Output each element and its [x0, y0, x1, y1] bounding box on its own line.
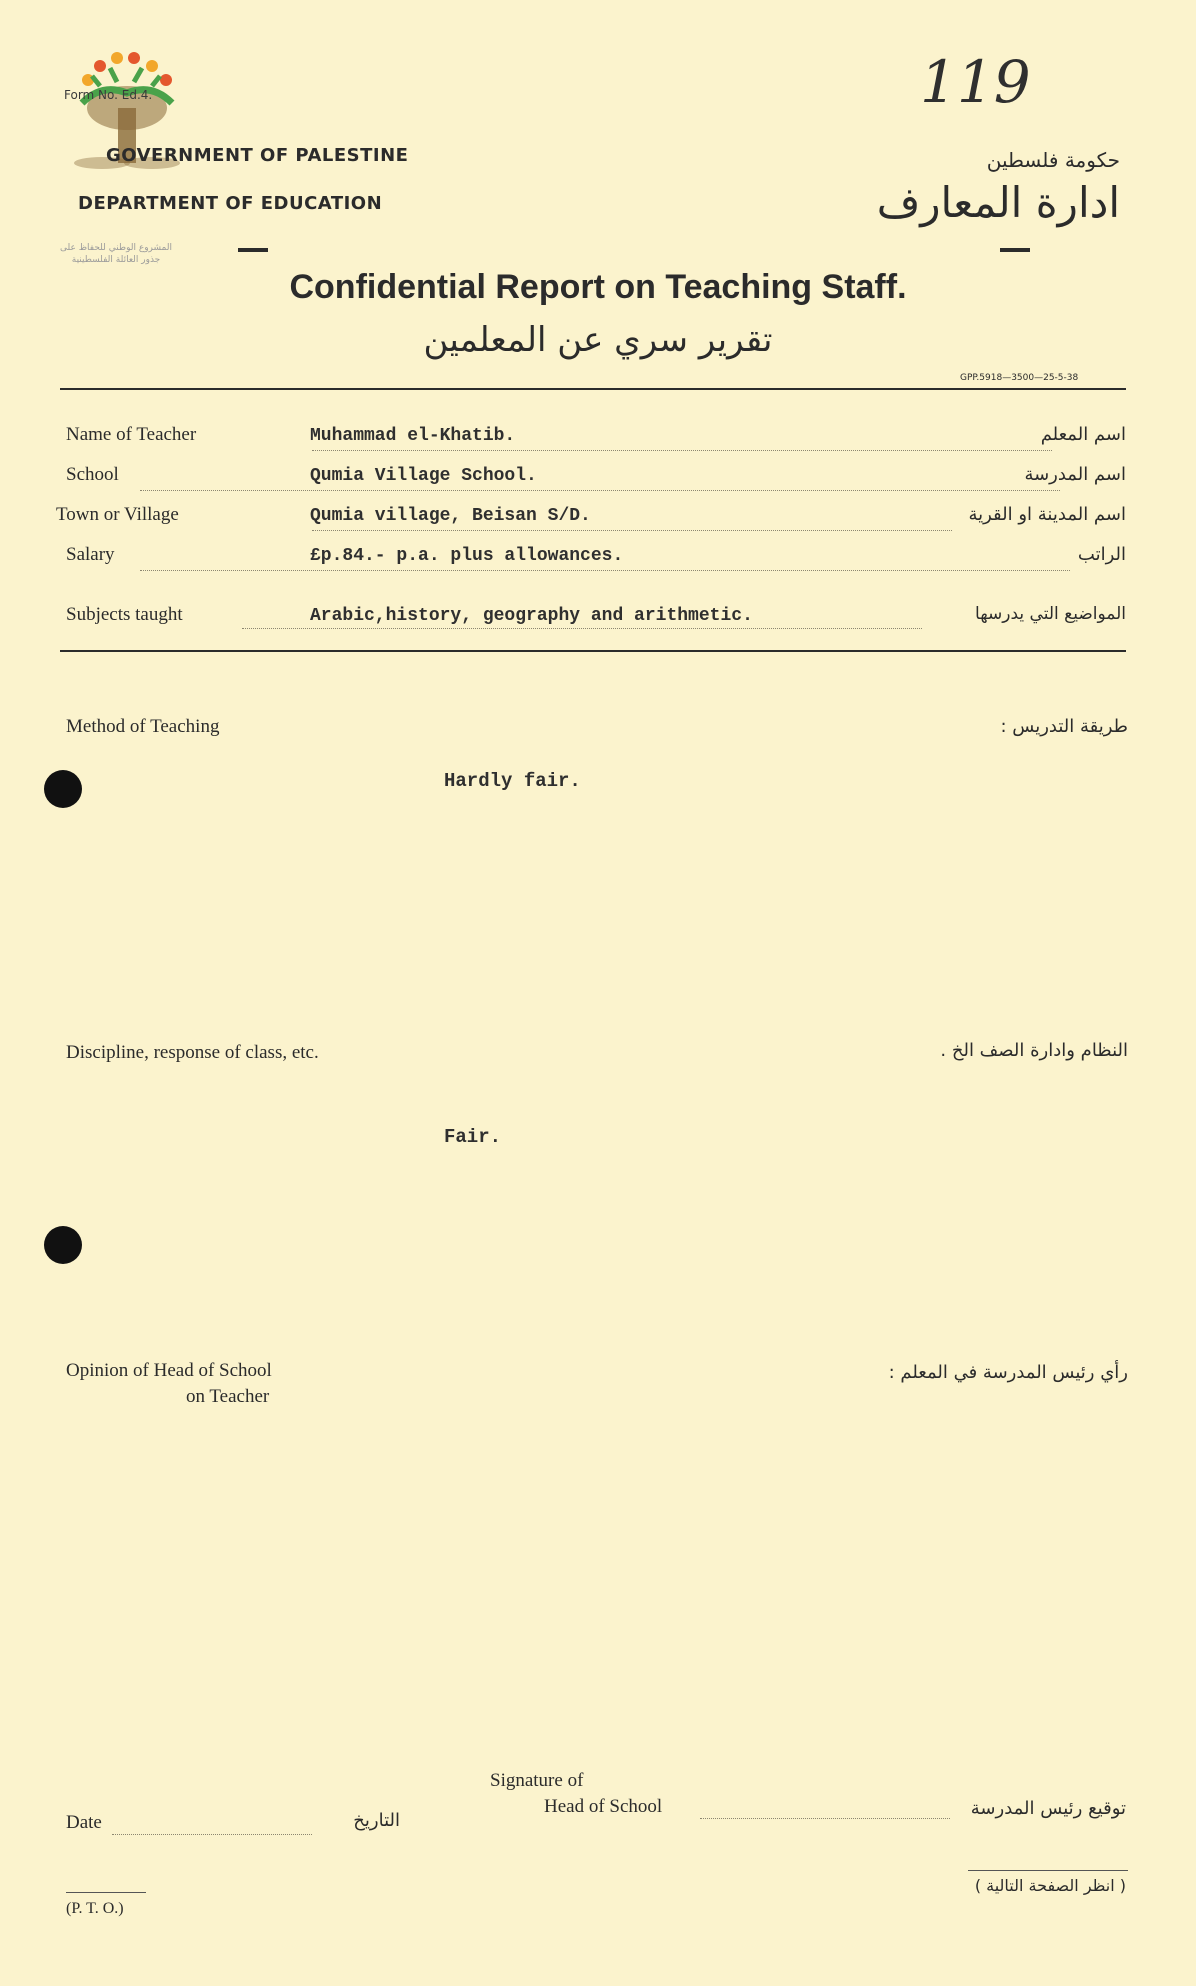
field-label-school-ar: اسم المدرسة: [1024, 464, 1126, 485]
form-title: Confidential Report on Teaching Staff.: [289, 268, 907, 306]
department-title: DEPARTMENT OF EDUCATION: [78, 193, 383, 214]
field-label-name-ar: اسم المعلم: [1040, 424, 1126, 445]
watermark-text: المشروع الوطني للحفاظ على جذور العائلة الفلسطينية: [59, 243, 172, 265]
field-line: [140, 490, 1060, 491]
field-value-school: Qumia Village School.: [310, 466, 537, 486]
government-title: GOVERNMENT OF PALESTINE: [106, 145, 409, 166]
field-line: [242, 628, 922, 629]
field-label-salary: Salary: [66, 544, 115, 565]
field-label-subjects-ar: المواضيع التي يدرسها: [975, 604, 1126, 624]
field-line: [312, 450, 1052, 451]
pto-label: (P. T. O.): [66, 1900, 124, 1917]
signature-label-ar: توقيع رئيس المدرسة: [970, 1798, 1126, 1819]
date-label: Date: [66, 1812, 102, 1833]
method-label-ar: طريقة التدريس :: [1000, 716, 1128, 737]
field-label-town-ar: اسم المدينة او القرية: [968, 504, 1126, 525]
opinion-label: Opinion of Head of School: [66, 1360, 272, 1381]
pto-rule-ar: [968, 1870, 1128, 1871]
discipline-label-ar: النظام وادارة الصف الخ .: [940, 1040, 1128, 1061]
title-rule: [60, 388, 1126, 390]
fields-rule: [60, 650, 1126, 652]
field-value-town: Qumia village, Beisan S/D.: [310, 506, 591, 526]
print-code: GPP.5918—3500—25-5-38: [960, 373, 1079, 383]
method-value: Hardly fair.: [444, 770, 581, 792]
field-label-school: School: [66, 464, 119, 485]
field-label-town: Town or Village: [56, 504, 179, 525]
signature-label-cont: Head of School: [544, 1796, 663, 1817]
divider-mark-left: [238, 248, 268, 252]
opinion-label-ar: رأي رئيس المدرسة في المعلم :: [888, 1362, 1128, 1383]
department-title-ar: ادارة المعارف: [876, 178, 1120, 227]
pto-label-ar: ( انظر الصفحة التالية ): [974, 1876, 1126, 1895]
field-label-subjects: Subjects taught: [66, 604, 183, 625]
method-label: Method of Teaching: [66, 716, 220, 737]
punch-hole: [44, 770, 82, 808]
punch-hole: [44, 1226, 82, 1264]
field-label-salary-ar: الراتب: [1077, 544, 1126, 565]
discipline-label: Discipline, response of class, etc.: [66, 1042, 319, 1063]
field-value-salary: £p.84.- p.a. plus allowances.: [310, 546, 624, 566]
field-line: [312, 530, 952, 531]
divider-mark-right: [1000, 248, 1030, 252]
discipline-value: Fair.: [444, 1126, 502, 1148]
opinion-label-cont: on Teacher: [186, 1386, 270, 1407]
date-label-ar: التاريخ: [353, 1810, 400, 1831]
field-line: [140, 570, 1070, 571]
government-title-ar: حكومة فلسطين: [986, 148, 1120, 172]
field-value-name: Muhammad el-Khatib.: [310, 426, 516, 446]
field-value-subjects: Arabic,history, geography and arithmetic.: [310, 606, 753, 626]
pto-rule: [66, 1892, 146, 1893]
date-line: [112, 1834, 312, 1835]
field-label-name: Name of Teacher: [66, 424, 197, 445]
form-number: Form No. Ed.4.: [64, 88, 153, 102]
form-title-ar: تقرير سري عن المعلمين: [423, 320, 773, 360]
page-number: 119: [920, 48, 1031, 116]
signature-label: Signature of: [490, 1770, 584, 1791]
